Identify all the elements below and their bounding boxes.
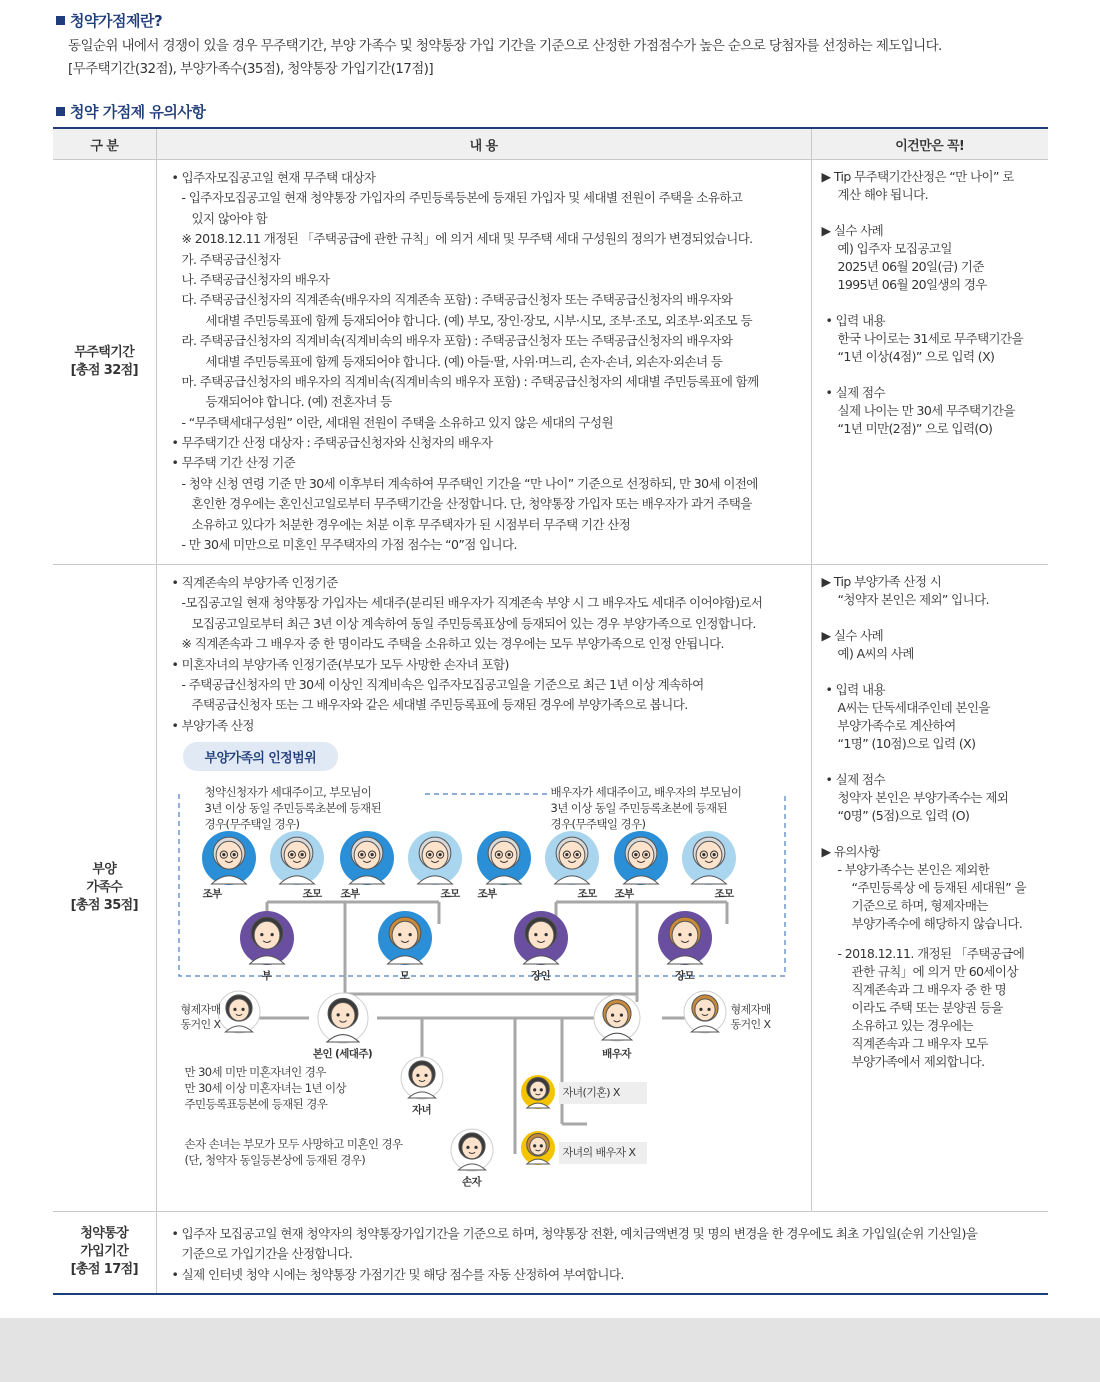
person-icon <box>407 830 463 886</box>
table-header-row <box>53 128 1048 160</box>
person-label: 자녀 <box>411 1104 432 1117</box>
left-range-label: 청약신청자가 세대주이고, 부모님이 3년 이상 동일 주민등록초본에 등재된 경우(무주택일 경우) <box>204 785 382 832</box>
diagram-badge: 부양가족의 인정범위 <box>183 742 339 771</box>
self-avatar <box>317 992 369 1044</box>
person-icon <box>201 830 257 886</box>
person-icon <box>269 830 325 886</box>
person-icon <box>657 910 713 966</box>
definition-scores: [무주택기간(32점), 부양가족수(35점), 청약통장 가입기간(17점)] <box>68 61 433 77</box>
person-icon <box>450 1128 494 1172</box>
category-cell: 무주택기간 [총점 32점] <box>53 160 156 565</box>
grandchild-avatar <box>450 1128 494 1172</box>
table-row-homeless-period <box>53 160 1048 565</box>
header-category: 구 분 <box>53 128 156 160</box>
grandparent-label: 조부 <box>202 888 222 901</box>
grandparent-avatar <box>269 830 325 886</box>
person-icon <box>377 910 433 966</box>
person-icon <box>476 830 532 886</box>
person-icon <box>339 830 395 886</box>
tips-cell: ▶ Tip 무주택기간산정은 “만 나이” 로 계산 해야 됩니다. ▶ 실수 사례 예) 입주자 모집공고일 2025년 06월 20일(금) 기준 1995년 06월 20일생의 경우 • 입력 내용 한국 나이로는 31세로 무주택기간을 “1년 이상(4점)” 으로 입력 (X) • 실제 점수 실제 나이는 만 30세 무주택기간을 “1년 미만(2점)” 으로 입력(O) <box>811 160 1048 565</box>
content-cell: • 직계존속의 부양가족 인정기준 -모집공고일 현재 청약통장 가입자는 세대주(분리된 배우자가 직계존속 부양 시 그 배우자도 세대주 이어야함)로서 모집공고일로부터 최근 3년 이상 계속하여 동일 주민등록표상에 등재되어 있는 경우 부양가족으로 인정합니다. ※ 직계존속과 그 배우자 중 한 명이라도 주택을 소유하고 있는 경우에는 모두 부양가족으로 인정 안됩니다. • 미혼자녀의 부양가족 인정기준(부모가 모두 사망한 손자녀 포함) - 주택공급신청자의 만 30세 이상인 직계비속은 입주자모집공고일을 기준으로 최근 1년 이상 계속하여 주택공급신청자 또는 그 배우자와 같은 세대별 주민등록표에 등재된 경우에 부양가족으로 봅니다. • 부양가족 산정 부양가족의 인정범위 청약신청자가 세대주이고, 부모님이 3년 이상 동일 주민등록초본에 등재된 경우(무주택일 경우) 배우자가 세대주이고, 배우자의 부모님이 3년 이상 동일 주민등록초본에 등재된 경우(무주택일 경우) 조부 조모 조부 조모 조부 조모 조부 조모 부 모 장인 장모 본인 (세대주) 배우자 자녀 손자 만 30세 미만 미혼자녀인 경우 만 30세 이상 미혼자녀는 1년 이상 주민등록표등본에 등재된 경우 손자 손녀는 부모가 모두 사망하고 미혼인 경우 (단, 청약자 동일등본상에 등재된 경우) 형제자매 동거인 X 형제자매 동거인 X 자녀(기혼) X 자녀의 배우자 X <box>156 565 811 1212</box>
grandparent-label: 조부 <box>340 888 360 901</box>
grandparent-label: 조모 <box>302 888 322 901</box>
person-label: 장모 <box>674 970 695 983</box>
child-criteria-note: 만 30세 미만 미혼자녀인 경우 만 30세 이상 미혼자녀는 1년 이상 주민등록표등본에 등재된 경우 <box>184 1065 347 1112</box>
parent-avatar <box>513 910 569 966</box>
person-icon <box>544 830 600 886</box>
married-child-avatar <box>520 1074 556 1110</box>
connector-lines <box>233 902 727 1154</box>
category-cell: 청약통장 가입기간 [총점 17점] <box>53 1212 156 1294</box>
child-spouse-avatar <box>520 1130 556 1166</box>
square-bullet-icon <box>56 16 65 25</box>
right-range-label: 배우자가 세대주이고, 배우자의 부모님이 3년 이상 동일 주민등록초본에 등재된 경우(무주택일 경우) <box>550 785 742 832</box>
tips-cell: ▶ Tip 부양가족 산정 시 “청약자 본인은 제외” 입니다. ▶ 실수 사례 예) A씨의 사례 • 입력 내용 A씨는 단독세대주인데 본인을 부양가족수로 계산하여 “1명” (10점)으로 입력 (X) • 실제 점수 청약자 본인은 부양가족수는 제외 “0명” (5점)으로 입력 (O) ▶ 유의사항 - 부양가족수는 본인은 제외한 “주민등록상 에 등재된 세대원” 을 기준으로 하며, 형제자매는 부양가족수에 해당하지 않습니다. - 2018.12.11. 개정된 「주택공급에 관한 규칙」에 의거 만 60세이상 직계존속과 그 배우자 중 한 명 이라도 주택 또는 분양권 등을 소유하고 있는 경우에는 직계존속과 그 배우자 모두 부양가족에서 제외합니다. <box>811 565 1048 1212</box>
section-title-notes: 청약 가점제 유의사항 <box>56 101 205 122</box>
grandchild-criteria-note: 손자 손녀는 부모가 모두 사망하고 미혼인 경우 (단, 청약자 동일등본상에 등재된 경우) <box>184 1137 403 1168</box>
parent-avatar <box>239 910 295 966</box>
spouse-avatar <box>593 994 641 1042</box>
person-icon <box>681 830 737 886</box>
category-cell: 부양 가족수 [총점 35점] <box>53 565 156 1212</box>
person-label: 모 <box>399 970 410 983</box>
child-spouse-box: 자녀의 배우자 X <box>559 1142 647 1164</box>
grandparent-label: 조부 <box>477 888 497 901</box>
person-icon <box>217 990 261 1034</box>
person-label: 부 <box>261 970 272 983</box>
sibling-avatar <box>217 990 261 1034</box>
sibling-left-label: 형제자매 동거인 X <box>180 1003 221 1032</box>
person-icon <box>613 830 669 886</box>
grandparent-avatar <box>407 830 463 886</box>
sibling-avatar <box>683 990 727 1034</box>
person-label: 손자 <box>461 1176 482 1189</box>
table-row-savings-period <box>53 1212 1048 1294</box>
grandparent-avatar <box>613 830 669 886</box>
person-icon <box>400 1056 444 1100</box>
content-cell: • 입주자모집공고일 현재 무주택 대상자 - 입주자모집공고일 현재 청약통장 가입자의 주민등록등본에 등재된 가입자 및 세대별 전원이 주택을 소유하고 있지 않아야 함 ※ 2018.12.11 개정된 「주택공급에 관한 규칙」에 의거 세대 및 무주택 세대 구성원의 정의가 변경되었습니다. 가. 주택공급신청자 나. 주택공급신청자의 배우자 다. 주택공급신청자의 직계존속(배우자의 직계존속 포함) : 주택공급신청자 또는 주택공급신청자의 배우자와 세대별 주민등록표에 함께 등재되어야 합니다. (예) 부모, 장인·장모, 시부·시모, 조부·조모, 외조부·외조모 등 라. 주택공급신청자의 직계비속(직계비속의 배우자 포함) : 주택공급신청자 또는 주택공급신청자의 배우자와 세대별 주민등록표에 함께 등재되어야 합니다. (예) 아들·딸, 사위·며느리, 손자·손녀, 외손자·외손녀 등 마. 주택공급신청자의 배우자의 직계비속(직계비속의 배우자 포함) : 주택공급신청자의 세대별 주민등록표에 함께 등재되어야 합니다. (예) 전혼자녀 등 - “무주택세대구성원” 이란, 세대원 전원이 주택을 소유하고 있지 않은 세대의 구성원 • 무주택기간 산정 대상자 : 주택공급신청자와 신청자의 배우자 • 무주택 기간 산정 기준 - 청약 신청 연령 기준 만 30세 이후부터 계속하여 무주택인 기간을 “만 나이” 기준으로 선정하되, 만 30세 이전에 혼인한 경우에는 혼인신고일로부터 무주택기간을 산정합니다. 단, 청약통장 가입자 또는 배우자가 과거 주택을 소유하고 있다가 처분한 경우에는 처분 이후 무주택자가 된 시점부터 무주택 기간 산정 - 만 30세 미만으로 미혼인 무주택자의 가점 점수는 “0”점 입니다. <box>156 160 811 565</box>
person-label: 본인 (세대주) <box>312 1048 373 1061</box>
grandparent-avatar <box>476 830 532 886</box>
person-icon <box>317 992 369 1044</box>
person-label: 배우자 <box>602 1048 631 1061</box>
child-avatar <box>400 1056 444 1100</box>
parent-avatar <box>377 910 433 966</box>
person-icon <box>683 990 727 1034</box>
person-label: 장인 <box>530 970 551 983</box>
content-cell: • 입주자 모집공고일 현재 청약자의 청약통장가입기간을 기준으로 하며, 청약통장 전환, 예치금액변경 및 명의 변경을 한 경우에도 최초 가입일(순위 기산일)을 기준으로 가입기간을 산정합니다. • 실제 인터넷 청약 시에는 청약통장 가점기간 및 해당 점수를 자동 산정하여 부여합니다. <box>156 1212 1048 1294</box>
grandparent-label: 조부 <box>614 888 634 901</box>
definition-text: 동일순위 내에서 경쟁이 있을 경우 무주택기간, 부양 가족수 및 청약통장 가입 기간을 기준으로 산정한 가점점수가 높은 순으로 당첨자를 선정하는 제도입니다. <box>68 38 942 54</box>
grandparent-avatar <box>544 830 600 886</box>
parent-avatar <box>657 910 713 966</box>
notes-table <box>53 127 1048 1295</box>
table-row-dependents <box>53 565 1048 1212</box>
person-icon <box>520 1074 556 1110</box>
grandparent-avatar <box>339 830 395 886</box>
person-icon <box>593 994 641 1042</box>
section-title-definition: 청약가점제란? <box>56 10 162 31</box>
married-child-box: 자녀(기혼) X <box>559 1082 647 1104</box>
person-icon <box>520 1130 556 1166</box>
dependents-diagram <box>157 742 803 1189</box>
grandparent-avatar <box>201 830 257 886</box>
header-tips: 이건만은 꼭! <box>811 128 1048 160</box>
sibling-right-label: 형제자매 동거인 X <box>730 1003 771 1032</box>
grandparent-label: 조모 <box>577 888 597 901</box>
grandparent-label: 조모 <box>714 888 734 901</box>
person-icon <box>513 910 569 966</box>
footer-bar <box>0 1318 1100 1382</box>
grandparent-label: 조모 <box>440 888 460 901</box>
header-content: 내 용 <box>156 128 811 160</box>
square-bullet-icon <box>56 107 65 116</box>
person-icon <box>239 910 295 966</box>
grandparent-avatar <box>681 830 737 886</box>
